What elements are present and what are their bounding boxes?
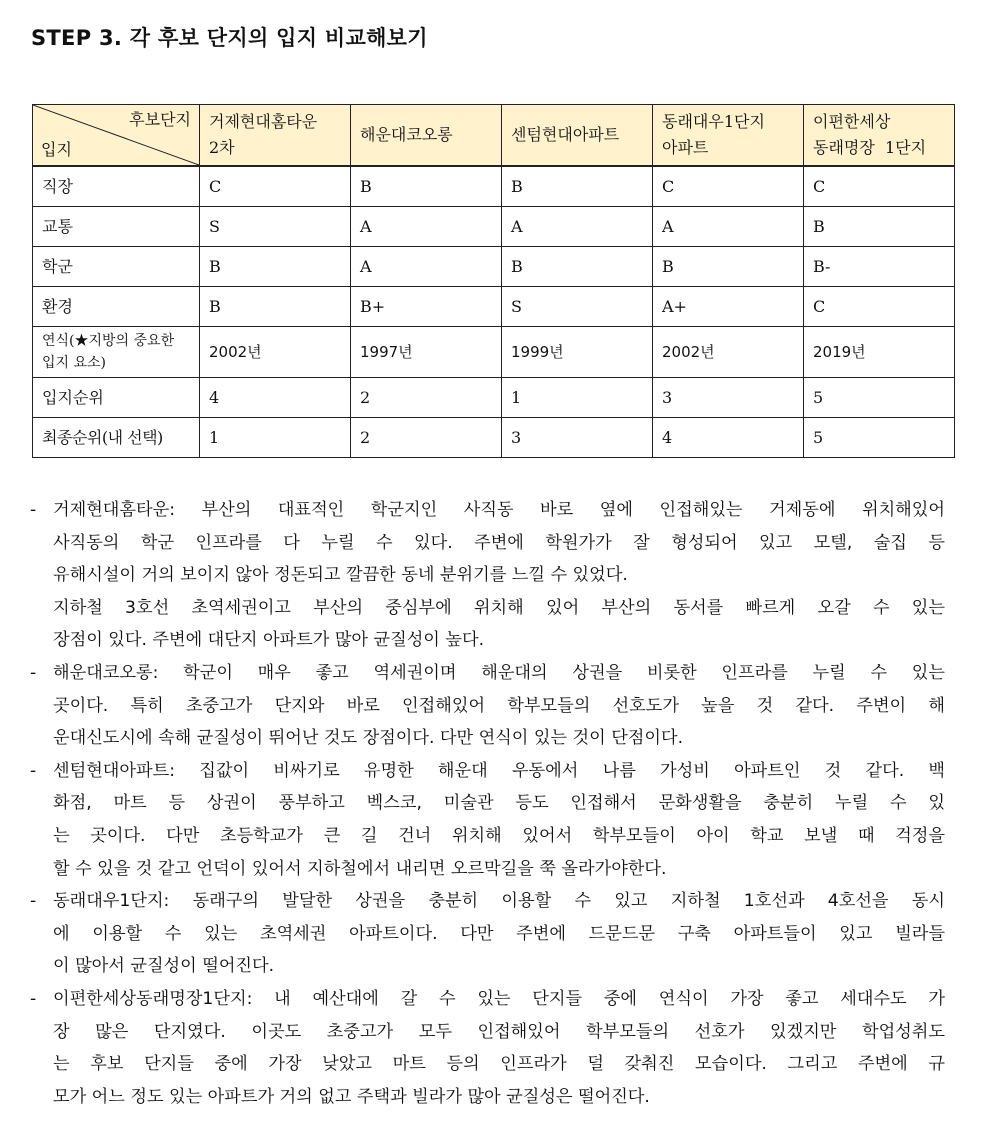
rank-cell: 2 <box>351 418 502 458</box>
rank-cell: 4 <box>200 378 351 418</box>
grade-cell: A <box>351 207 502 247</box>
grade-cell: B <box>653 247 804 287</box>
grade-cell: C <box>804 166 955 207</box>
list-item <box>30 983 945 1113</box>
year-cell: 1999년 <box>502 327 653 378</box>
note-text: 거제현대홈타운: 부산의 대표적인 학군지인 사직동 바로 옆에 인접해있는 거제동에 위치해있어 사직동의 학군 인프라를 다 누릴 수 있다. 주변에 학원가가 잘 형성되어 있고 모텔, 술집 등 유해시설이 거의 보이지 않아 정돈되고 깔끔한 동네 분위기를 느낄 수 있었다. 지하철 3호선 초역세권이고 부산의 중심부에 위치해 있어 부산의 동서를 빠르게 오갈 수 있는 장점이 있다. 주변에 대단지 아파트가 많아 균질성이 높다. <box>53 500 945 651</box>
row-label: 환경 <box>33 287 200 327</box>
bullet-dash: - <box>30 988 37 1009</box>
grade-cell: C <box>804 287 955 327</box>
rank-cell: 5 <box>804 378 955 418</box>
grade-cell: B <box>502 247 653 287</box>
list-item <box>30 494 945 657</box>
grade-cell: B <box>351 166 502 207</box>
grade-cell: B <box>200 287 351 327</box>
grade-cell: A <box>351 247 502 287</box>
column-header: 동래대우1단지 아파트 <box>653 105 804 167</box>
corner-label-candidates: 후보단지 <box>129 110 191 129</box>
rank-cell: 3 <box>502 418 653 458</box>
grade-cell: B- <box>804 247 955 287</box>
rank-cell: 2 <box>351 378 502 418</box>
comparison-table <box>32 104 955 458</box>
column-header: 해운대코오롱 <box>351 105 502 167</box>
notes-list <box>30 494 945 1113</box>
grade-cell: S <box>502 287 653 327</box>
bullet-dash: - <box>30 891 37 912</box>
row-label: 학군 <box>33 247 200 287</box>
list-item <box>30 657 945 755</box>
corner-header-cell <box>33 105 200 167</box>
table-row <box>33 418 955 458</box>
row-label: 연식(★지방의 중요한 입지 요소) <box>33 327 200 378</box>
table-header-row <box>33 105 955 167</box>
table-row <box>33 207 955 247</box>
grade-cell: A <box>653 207 804 247</box>
rank-cell: 1 <box>200 418 351 458</box>
grade-cell: B+ <box>351 287 502 327</box>
table-row <box>33 166 955 207</box>
grade-cell: B <box>200 247 351 287</box>
column-header: 거제현대홈타운 2차 <box>200 105 351 167</box>
grade-cell: B <box>804 207 955 247</box>
rank-cell: 3 <box>653 378 804 418</box>
rank-cell: 4 <box>653 418 804 458</box>
row-label: 교통 <box>33 207 200 247</box>
row-label: 직장 <box>33 166 200 207</box>
year-cell: 2002년 <box>653 327 804 378</box>
column-header: 센텀현대아파트 <box>502 105 653 167</box>
page-title: STEP 3. 각 후보 단지의 입지 비교해보기 <box>31 26 428 50</box>
table-row <box>33 378 955 418</box>
row-label: 입지순위 <box>33 378 200 418</box>
note-text: 해운대코오롱: 학군이 매우 좋고 역세권이며 해운대의 상권을 비롯한 인프라를 누릴 수 있는 곳이다. 특히 초중고가 단지와 바로 인접해있어 학부모들의 선호도가 높을 것 같다. 주변이 해 운대신도시에 속해 균질성이 뛰어난 것도 장점이다. 다만 연식이 있는 것이 단점이다. <box>53 662 945 749</box>
grade-cell: A <box>502 207 653 247</box>
bullet-dash: - <box>30 500 37 520</box>
grade-cell: C <box>653 166 804 207</box>
year-cell: 2019년 <box>804 327 955 378</box>
note-text: 이편한세상동래명장1단지: 내 예산대에 갈 수 있는 단지들 중에 연식이 가장 좋고 세대수도 가 장 많은 단지였다. 이곳도 초중고가 모두 인접해있어 학부모들의 선호가 있겠지만 학업성취도 는 후보 단지들 중에 가장 낮았고 마트 등의 인프라가 덜 갖춰진 모습이다. 그리고 주변에 규 모가 어느 정도 있는 아파트가 거의 없고 주택과 빌라가 많아 균질성은 떨어진다. <box>53 988 945 1107</box>
bullet-dash: - <box>30 662 37 683</box>
year-cell: 2002년 <box>200 327 351 378</box>
note-text: 센텀현대아파트: 집값이 비싸기로 유명한 해운대 우동에서 나름 가성비 아파트인 것 같다. 백 화점, 마트 등 상권이 풍부하고 벡스코, 미술관 등도 인접해서 문화생활을 충분히 누릴 수 있 는 곳이다. 다만 초등학교가 큰 길 건너 위치해 있어서 학부모들이 아이 학교 보낼 때 걱정을 할 수 있을 것 같고 언덕이 있어서 지하철에서 내리면 오르막길을 쭉 올라가야한다. <box>53 760 945 879</box>
list-item <box>30 755 945 885</box>
bullet-dash: - <box>30 760 37 781</box>
grade-cell: A+ <box>653 287 804 327</box>
corner-label-location: 입지 <box>41 140 72 159</box>
rank-cell: 1 <box>502 378 653 418</box>
year-cell: 1997년 <box>351 327 502 378</box>
grade-cell: S <box>200 207 351 247</box>
list-item <box>30 885 945 983</box>
column-header: 이편한세상 동래명장 1단지 <box>804 105 955 167</box>
row-label: 최종순위(내 선택) <box>33 418 200 458</box>
note-text: 동래대우1단지: 동래구의 발달한 상권을 충분히 이용할 수 있고 지하철 1호선과 4호선을 동시 에 이용할 수 있는 초역세권 아파트이다. 다만 주변에 드문드문 구축 아파트들이 있고 빌라들 이 많아서 균질성이 떨어진다. <box>53 891 945 977</box>
table-row <box>33 327 955 378</box>
grade-cell: C <box>200 166 351 207</box>
table-row <box>33 287 955 327</box>
rank-cell: 5 <box>804 418 955 458</box>
grade-cell: B <box>502 166 653 207</box>
table-row <box>33 247 955 287</box>
